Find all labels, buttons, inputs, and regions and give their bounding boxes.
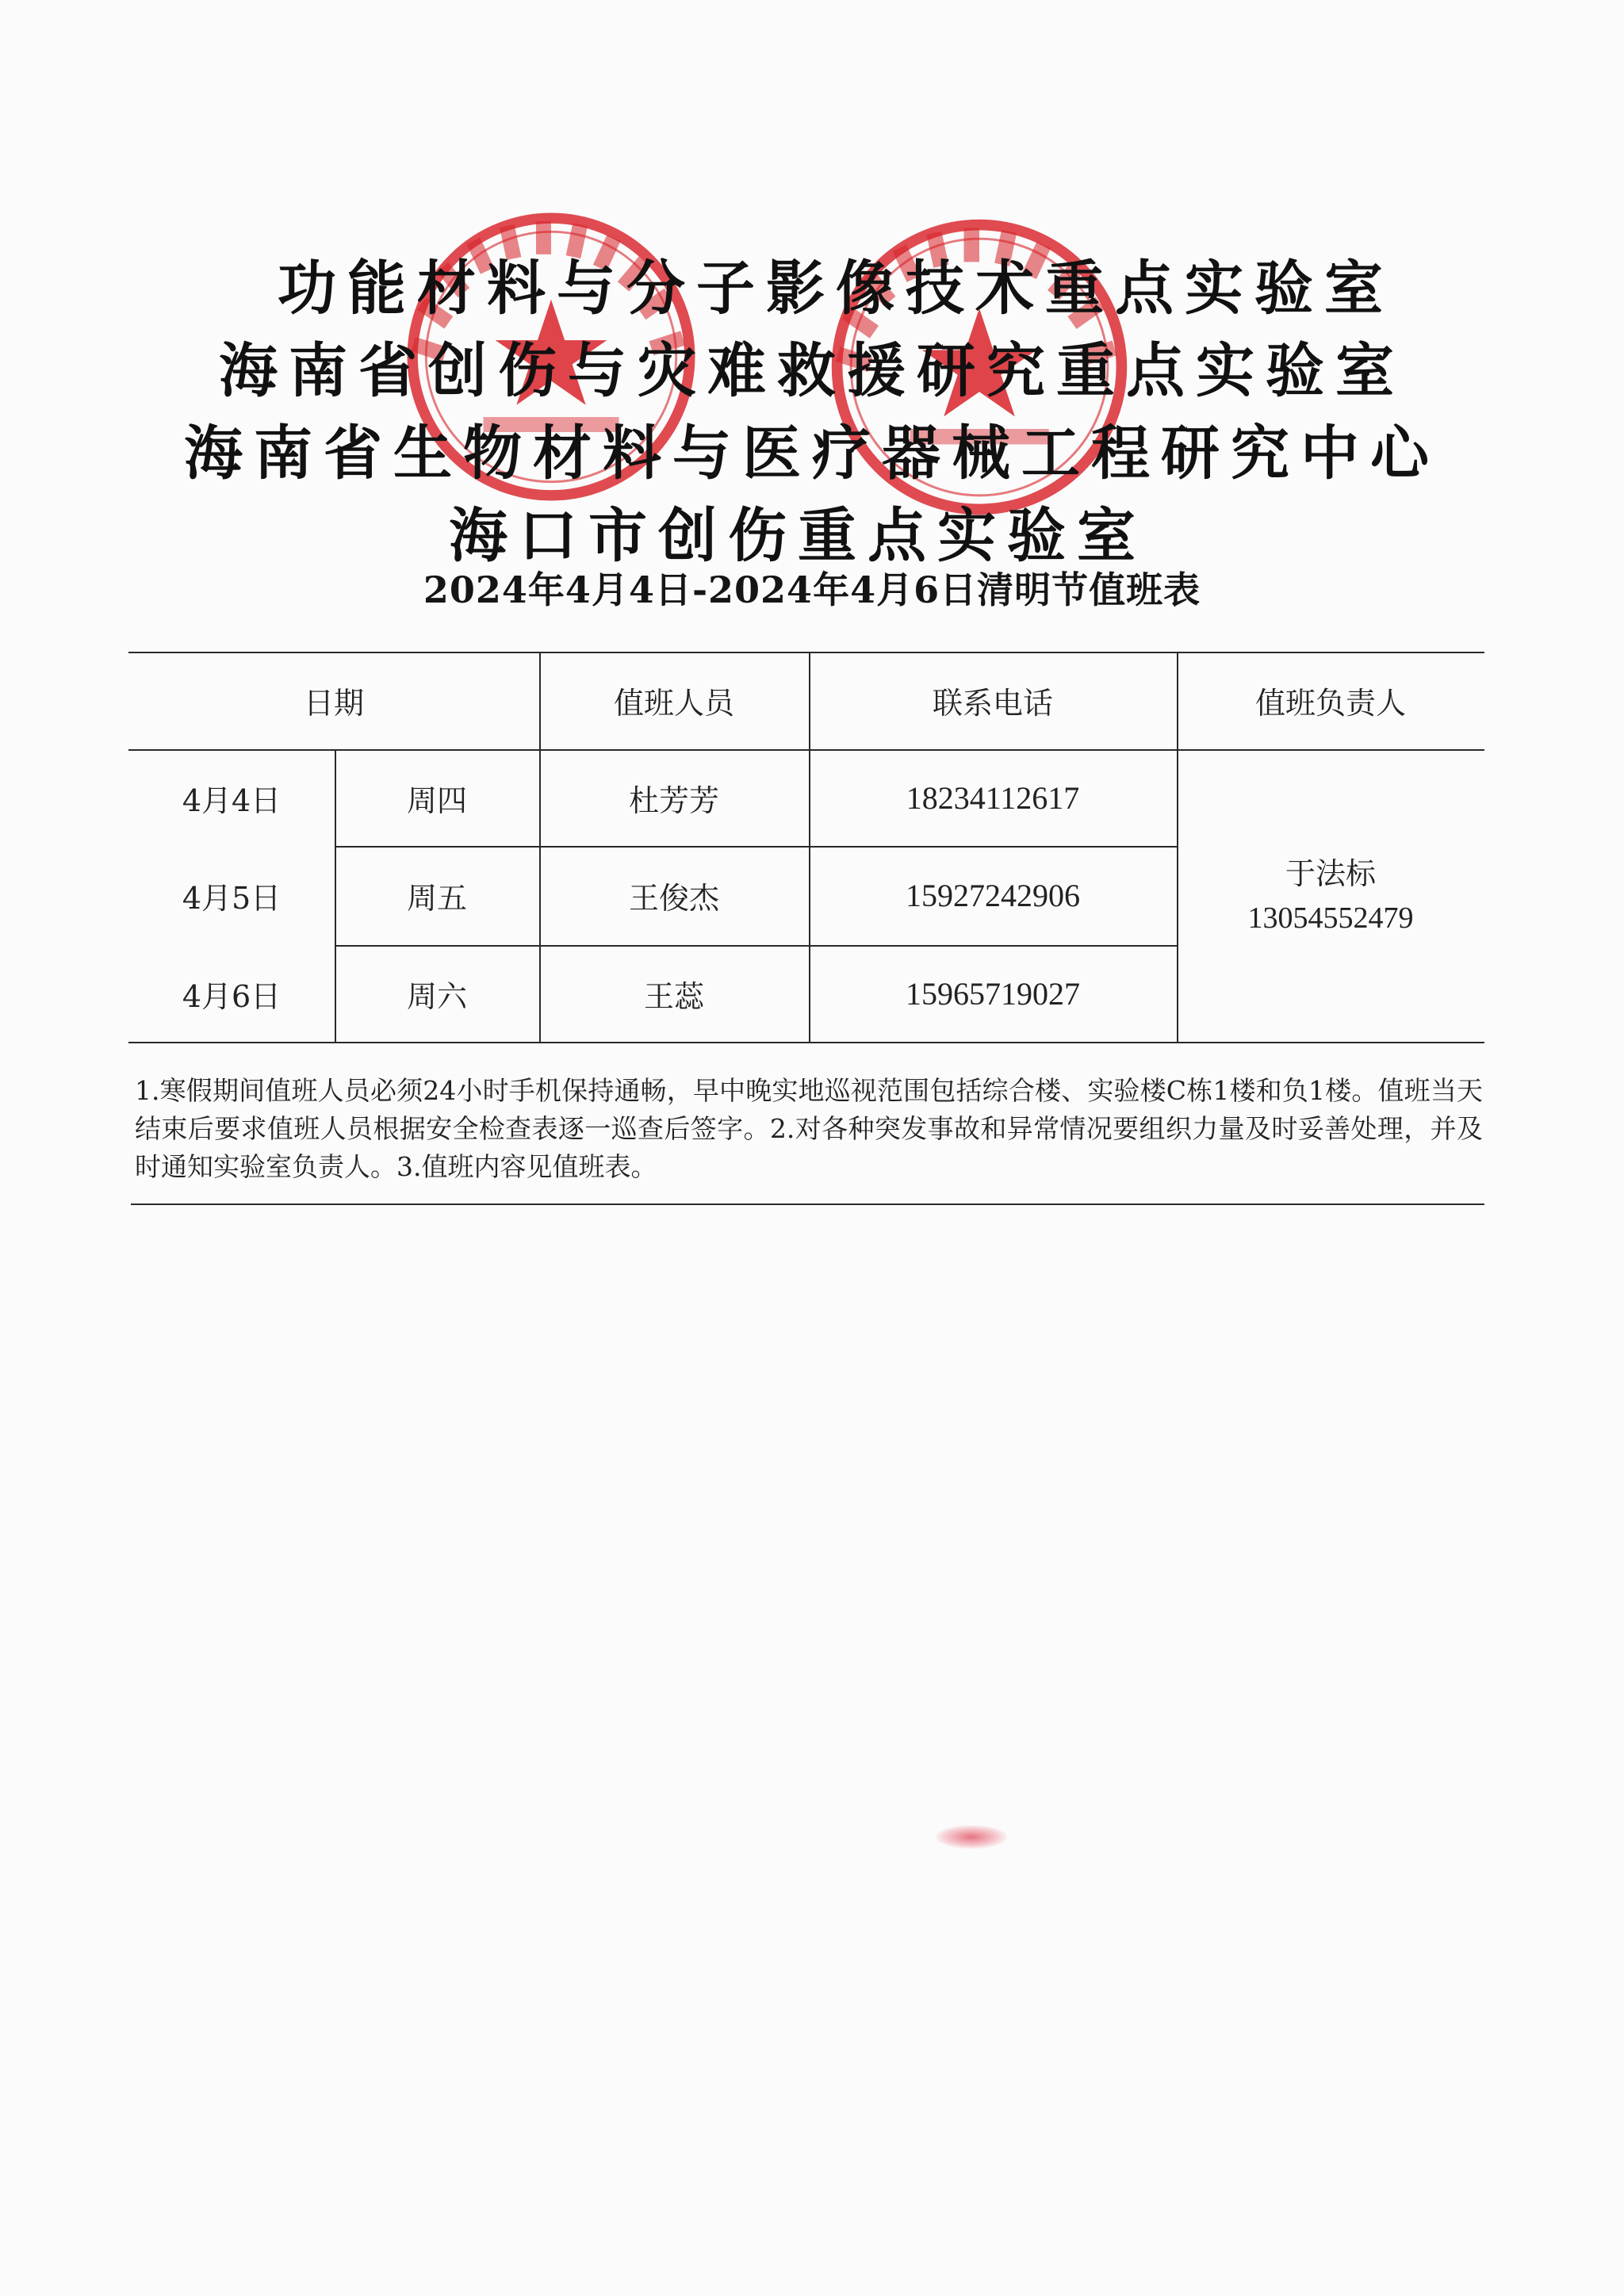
manager-cell: [1177, 749, 1484, 1042]
manager-phone: 13054552479: [1247, 901, 1414, 935]
row3-weekday: 周六: [406, 978, 467, 1014]
row1-phone: 18234112617: [906, 779, 1080, 816]
header-staff: 值班人员: [613, 686, 734, 721]
row2-staff: 王俊杰: [628, 881, 719, 916]
document-heading: [0, 247, 1624, 577]
header-date: 日期: [303, 686, 364, 721]
row2-date: 4月5日: [182, 881, 282, 916]
notes-rule-bottom: [131, 1203, 1484, 1205]
table-rule-bottom: [128, 1042, 1484, 1043]
row1-weekday: 周四: [406, 783, 467, 818]
duty-notes: 1.寒假期间值班人员必须24小时手机保持通畅，早中晚实地巡视范围包括综合楼、实验楼C栋1楼和负1楼。值班当天结束后要求值班人员根据安全检查表逐一巡查后签字。2.对各种突发事故和异常情况要组织力量及时妥善处理，并及时通知实验室负责人。3.值班内容见值班表。: [135, 1075, 1483, 1182]
row1-date: 4月4日: [182, 783, 282, 818]
row2-phone: 15927242906: [906, 878, 1080, 913]
manager-name: 于法标: [1285, 855, 1376, 891]
heading-line-4: 海口市创伤重点实验室: [449, 502, 1147, 570]
header-phone: 联系电话: [932, 686, 1053, 721]
heading-line-2: 海南省创伤与灾难救援研究重点实验室: [219, 337, 1405, 405]
heading-line-1: 功能材料与分子影像技术重点实验室: [278, 254, 1394, 323]
row1-staff: 杜芳芳: [628, 783, 719, 818]
row3-staff: 王蕊: [643, 978, 704, 1014]
row2-weekday: 周五: [406, 881, 467, 916]
heading-line-3: 海南省生物材料与医疗器械工程研究中心: [184, 419, 1440, 488]
schedule-subtitle: 2024年4月4日-2024年4月6日清明节值班表: [423, 568, 1201, 611]
row3-phone: 15965719027: [906, 975, 1080, 1012]
row3-date: 4月6日: [182, 978, 282, 1014]
header-manager: 值班负责人: [1254, 686, 1406, 721]
red-ink-smudge: [936, 1825, 1007, 1849]
